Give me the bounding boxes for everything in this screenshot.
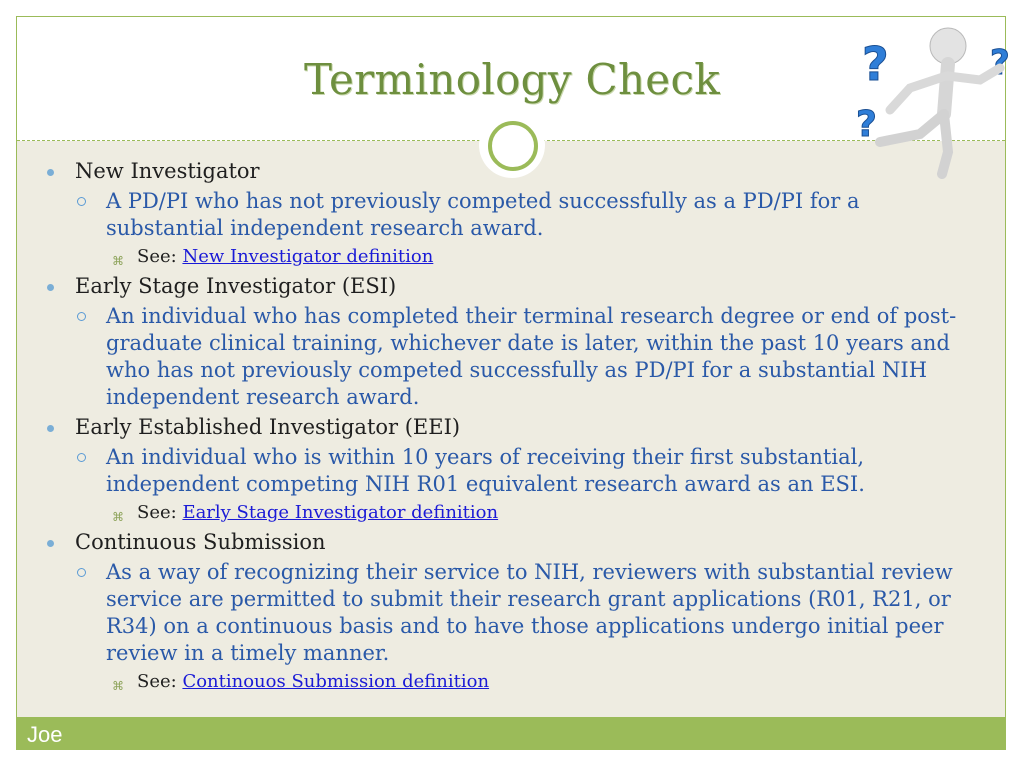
bullet-x-icon: ⌘ bbox=[112, 510, 124, 524]
bullet-dot-icon bbox=[47, 284, 54, 291]
continuous-submission-link[interactable]: Continouos Submission definition bbox=[182, 671, 490, 692]
footer-label: Joe bbox=[27, 722, 63, 747]
list-item bbox=[17, 528, 1007, 556]
term: Early Stage Investigator (ESI) bbox=[75, 274, 397, 298]
bullet-ring-icon bbox=[77, 312, 86, 321]
stick-figure-icon bbox=[880, 28, 1000, 174]
slide-title: Terminology Check bbox=[303, 55, 721, 104]
confused-figure-illustration bbox=[850, 14, 1020, 194]
new-investigator-link[interactable]: New Investigator definition bbox=[182, 246, 434, 267]
definition-text: A PD/PI who has not previously competed successfully as a PD/PI for a substantial independent research award. bbox=[106, 189, 860, 240]
see-reference bbox=[17, 244, 1007, 270]
bullet-ring-icon bbox=[77, 568, 86, 577]
definition bbox=[17, 188, 1007, 242]
esi-definition-link[interactable]: Early Stage Investigator definition bbox=[182, 502, 499, 523]
see-label: See: bbox=[137, 671, 177, 692]
question-mark-icon: ? bbox=[990, 43, 1010, 83]
bullet-list bbox=[17, 157, 1007, 697]
bullet-ring-icon bbox=[77, 453, 86, 462]
see-label: See: bbox=[137, 246, 177, 267]
definition-text: As a way of recognizing their service to NIH, reviewers with substantial review service are permitted to submit their research grant applications (R01, R21, or R34) on a continuous basis and to have those applications undergo initial peer review in a timely manner. bbox=[106, 560, 953, 665]
question-mark-icon: ? bbox=[856, 104, 877, 145]
question-mark-icon: ? bbox=[862, 37, 889, 91]
bullet-dot-icon bbox=[47, 425, 54, 432]
definition-text: An individual who is within 10 years of receiving their first substantial, independent competing NIH R01 equivalent research award as an ESI. bbox=[106, 445, 865, 496]
bullet-x-icon: ⌘ bbox=[112, 254, 124, 268]
slide-footer bbox=[17, 717, 1005, 750]
term: Early Established Investigator (EEI) bbox=[75, 415, 461, 439]
see-label: See: bbox=[137, 502, 177, 523]
term: New Investigator bbox=[75, 159, 260, 183]
list-item bbox=[17, 413, 1007, 441]
see-reference bbox=[17, 500, 1007, 526]
definition bbox=[17, 303, 1007, 411]
bullet-dot-icon bbox=[47, 540, 54, 547]
term: Continuous Submission bbox=[75, 530, 326, 554]
definition bbox=[17, 444, 1007, 498]
bullet-ring-icon bbox=[77, 197, 86, 206]
definition-text: An individual who has completed their terminal research degree or end of post-graduate clinical training, whichever date is later, within the past 10 years and who has not previously competed successfully as PD/PI for a substantial NIH independent research award. bbox=[106, 304, 957, 409]
list-item bbox=[17, 272, 1007, 300]
bullet-dot-icon bbox=[47, 169, 54, 176]
definition bbox=[17, 559, 1007, 667]
see-reference bbox=[17, 669, 1007, 695]
bullet-x-icon: ⌘ bbox=[112, 679, 124, 693]
